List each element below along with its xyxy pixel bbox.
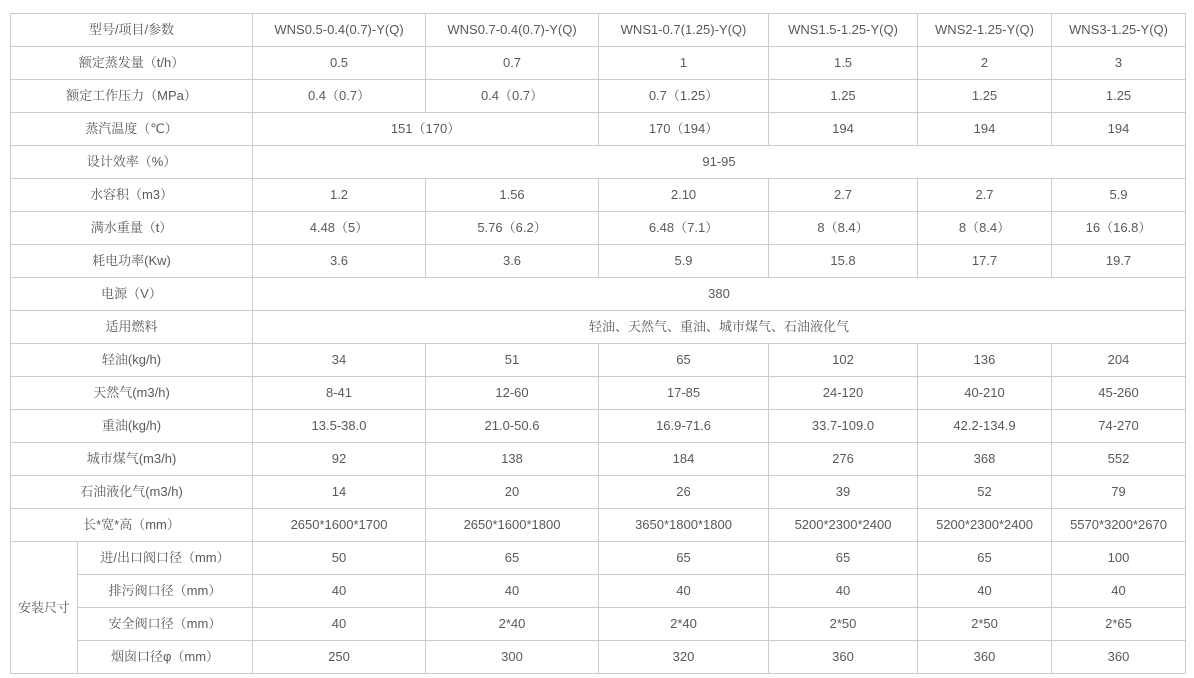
value-cell: 42.2-134.9: [918, 410, 1052, 443]
value-cell: 92: [253, 443, 426, 476]
value-cell: 300: [426, 641, 599, 674]
value-cell: 52: [918, 476, 1052, 509]
value-cell: 250: [253, 641, 426, 674]
value-cell: 0.7: [426, 47, 599, 80]
header-model-cell: WNS0.7-0.4(0.7)-Y(Q): [426, 14, 599, 47]
boiler-spec-table: [10, 13, 1186, 674]
table-row: [11, 278, 1186, 311]
value-cell: 15.8: [769, 245, 918, 278]
value-cell: 0.4（0.7）: [426, 80, 599, 113]
value-cell: 194: [1052, 113, 1186, 146]
value-cell: 1.5: [769, 47, 918, 80]
value-cell: 2*50: [918, 608, 1052, 641]
value-cell: 4.48（5）: [253, 212, 426, 245]
table-row: [11, 377, 1186, 410]
row-label-cell: 蒸汽温度（℃）: [11, 113, 253, 146]
value-cell: 8（8.4）: [918, 212, 1052, 245]
value-cell: 45-260: [1052, 377, 1186, 410]
value-cell: 40-210: [918, 377, 1052, 410]
value-cell: 12-60: [426, 377, 599, 410]
value-cell: 65: [426, 542, 599, 575]
table-row: [11, 443, 1186, 476]
header-label-cell: 型号/项目/参数: [11, 14, 253, 47]
value-cell: 1: [599, 47, 769, 80]
table-row: [11, 311, 1186, 344]
value-cell: 13.5-38.0: [253, 410, 426, 443]
row-sublabel-cell: 进/出口阀口径（mm）: [78, 542, 253, 575]
table-row: [11, 47, 1186, 80]
value-cell: 5200*2300*2400: [918, 509, 1052, 542]
value-cell: 552: [1052, 443, 1186, 476]
value-cell: 34: [253, 344, 426, 377]
row-label-cell: 额定蒸发量（t/h）: [11, 47, 253, 80]
value-cell: 6.48（7.1）: [599, 212, 769, 245]
value-cell: 轻油、天然气、重油、城市煤气、石油液化气: [253, 311, 1186, 344]
value-cell: 3: [1052, 47, 1186, 80]
value-cell: 5.9: [1052, 179, 1186, 212]
value-cell: 19.7: [1052, 245, 1186, 278]
table-row: [11, 212, 1186, 245]
table-row: [11, 410, 1186, 443]
header-model-cell: WNS1.5-1.25-Y(Q): [769, 14, 918, 47]
value-cell: 360: [769, 641, 918, 674]
value-cell: 65: [599, 542, 769, 575]
value-cell: 380: [253, 278, 1186, 311]
table-row: [11, 476, 1186, 509]
row-label-cell: 天然气(m3/h): [11, 377, 253, 410]
value-cell: 65: [918, 542, 1052, 575]
value-cell: 2650*1600*1800: [426, 509, 599, 542]
value-cell: 33.7-109.0: [769, 410, 918, 443]
value-cell: 2650*1600*1700: [253, 509, 426, 542]
value-cell: 100: [1052, 542, 1186, 575]
value-cell: 2.7: [769, 179, 918, 212]
value-cell: 20: [426, 476, 599, 509]
row-label-cell: 满水重量（t）: [11, 212, 253, 245]
header-model-cell: WNS1-0.7(1.25)-Y(Q): [599, 14, 769, 47]
row-sublabel-cell: 烟囱口径φ（mm）: [78, 641, 253, 674]
value-cell: 0.4（0.7）: [253, 80, 426, 113]
value-cell: 50: [253, 542, 426, 575]
row-label-cell: 额定工作压力（MPa）: [11, 80, 253, 113]
value-cell: 21.0-50.6: [426, 410, 599, 443]
value-cell: 102: [769, 344, 918, 377]
value-cell: 5570*3200*2670: [1052, 509, 1186, 542]
value-cell: 2*40: [426, 608, 599, 641]
value-cell: 40: [253, 608, 426, 641]
value-cell: 65: [599, 344, 769, 377]
value-cell: 8（8.4）: [769, 212, 918, 245]
value-cell: 16.9-71.6: [599, 410, 769, 443]
value-cell: 65: [769, 542, 918, 575]
value-cell: 5.9: [599, 245, 769, 278]
table-body: [11, 47, 1186, 674]
value-cell: 39: [769, 476, 918, 509]
row-label-cell: 城市煤气(m3/h): [11, 443, 253, 476]
value-cell: 368: [918, 443, 1052, 476]
value-cell: 24-120: [769, 377, 918, 410]
value-cell: 40: [769, 575, 918, 608]
row-label-cell: 重油(kg/h): [11, 410, 253, 443]
row-label-cell: 电源（V）: [11, 278, 253, 311]
value-cell: 170（194）: [599, 113, 769, 146]
value-cell: 136: [918, 344, 1052, 377]
table-row: [11, 113, 1186, 146]
table-row: [11, 641, 1186, 674]
value-cell: 2: [918, 47, 1052, 80]
value-cell: 2*40: [599, 608, 769, 641]
value-cell: 194: [769, 113, 918, 146]
header-model-cell: WNS0.5-0.4(0.7)-Y(Q): [253, 14, 426, 47]
value-cell: 2*50: [769, 608, 918, 641]
row-label-cell: 设计效率（%）: [11, 146, 253, 179]
value-cell: 40: [426, 575, 599, 608]
value-cell: 138: [426, 443, 599, 476]
value-cell: 74-270: [1052, 410, 1186, 443]
value-cell: 17.7: [918, 245, 1052, 278]
value-cell: 5200*2300*2400: [769, 509, 918, 542]
table-row: [11, 179, 1186, 212]
row-sublabel-cell: 安全阀口径（mm）: [78, 608, 253, 641]
header-row: [11, 14, 1186, 47]
table-row: [11, 245, 1186, 278]
value-cell: 91-95: [253, 146, 1186, 179]
value-cell: 194: [918, 113, 1052, 146]
value-cell: 40: [599, 575, 769, 608]
value-cell: 5.76（6.2）: [426, 212, 599, 245]
value-cell: 3650*1800*1800: [599, 509, 769, 542]
value-cell: 8-41: [253, 377, 426, 410]
value-cell: 2.7: [918, 179, 1052, 212]
value-cell: 3.6: [253, 245, 426, 278]
row-label-cell: 轻油(kg/h): [11, 344, 253, 377]
value-cell: 1.25: [918, 80, 1052, 113]
value-cell: 40: [918, 575, 1052, 608]
table-row: [11, 509, 1186, 542]
value-cell: 184: [599, 443, 769, 476]
row-label-cell: 石油液化气(m3/h): [11, 476, 253, 509]
value-cell: 2.10: [599, 179, 769, 212]
value-cell: 320: [599, 641, 769, 674]
value-cell: 16（16.8）: [1052, 212, 1186, 245]
value-cell: 360: [918, 641, 1052, 674]
value-cell: 0.7（1.25）: [599, 80, 769, 113]
value-cell: 17-85: [599, 377, 769, 410]
table-row: [11, 344, 1186, 377]
row-label-cell: 水容积（m3）: [11, 179, 253, 212]
row-label-cell: 长*宽*高（mm）: [11, 509, 253, 542]
value-cell: 2*65: [1052, 608, 1186, 641]
value-cell: 0.5: [253, 47, 426, 80]
table-row: [11, 80, 1186, 113]
row-sublabel-cell: 排污阀口径（mm）: [78, 575, 253, 608]
value-cell: 40: [253, 575, 426, 608]
value-cell: 1.25: [769, 80, 918, 113]
table-row: [11, 542, 1186, 575]
table-row: [11, 575, 1186, 608]
value-cell: 51: [426, 344, 599, 377]
value-cell: 1.56: [426, 179, 599, 212]
table-row: [11, 146, 1186, 179]
value-cell: 14: [253, 476, 426, 509]
value-cell: 360: [1052, 641, 1186, 674]
header-model-cell: WNS3-1.25-Y(Q): [1052, 14, 1186, 47]
header-model-cell: WNS2-1.25-Y(Q): [918, 14, 1052, 47]
value-cell: 276: [769, 443, 918, 476]
table-row: [11, 608, 1186, 641]
value-cell: 40: [1052, 575, 1186, 608]
value-cell: 1.2: [253, 179, 426, 212]
value-cell: 26: [599, 476, 769, 509]
value-cell: 151（170）: [253, 113, 599, 146]
value-cell: 1.25: [1052, 80, 1186, 113]
install-group-label-cell: 安装尺寸: [11, 542, 78, 674]
row-label-cell: 耗电功率(Kw): [11, 245, 253, 278]
value-cell: 204: [1052, 344, 1186, 377]
row-label-cell: 适用燃料: [11, 311, 253, 344]
value-cell: 3.6: [426, 245, 599, 278]
value-cell: 79: [1052, 476, 1186, 509]
